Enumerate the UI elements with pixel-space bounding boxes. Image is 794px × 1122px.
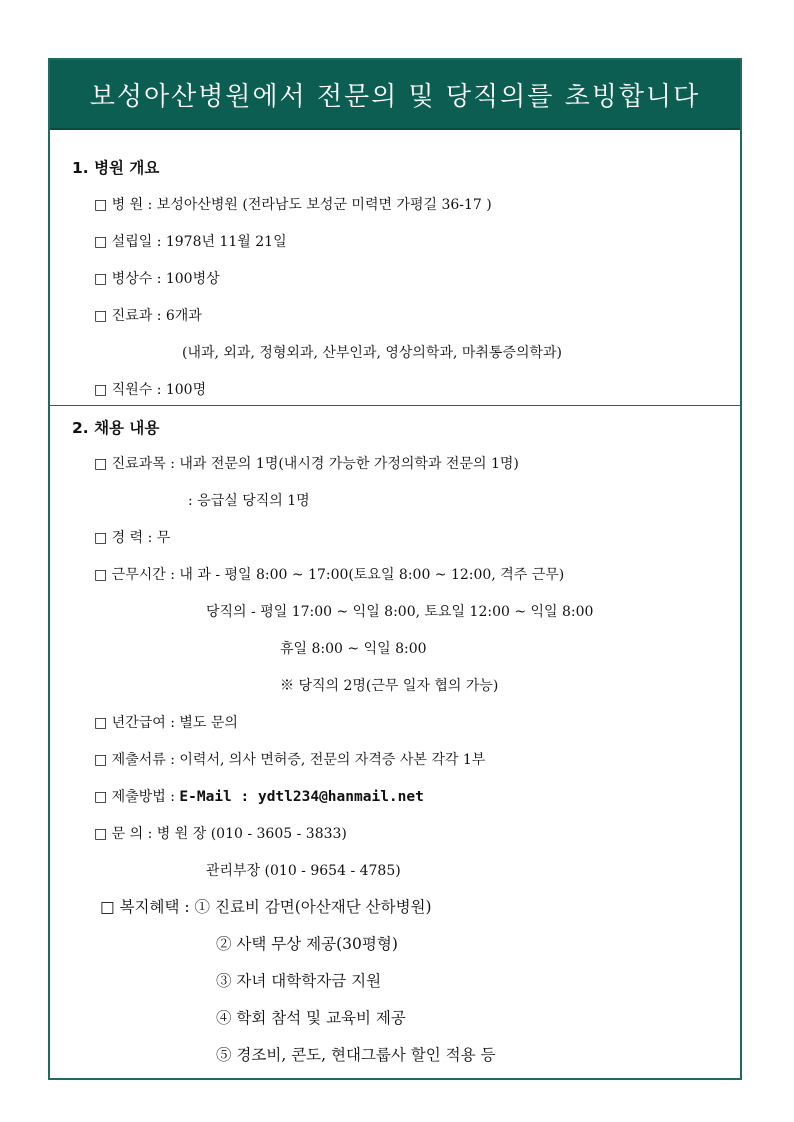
duty-doctor-note: ※ 당직의 2명(근무 일자 협의 가능) bbox=[280, 678, 499, 694]
benefit-4: ④ 학회 참석 및 교육비 제공 bbox=[216, 1009, 406, 1027]
page-title: 보성아산병원에서 전문의 및 당직의를 초빙합니다 bbox=[89, 81, 701, 112]
staff-count: □ 직원수 : 100명 bbox=[94, 382, 207, 398]
work-hours-duty: 당직의 - 평일 17:00 ~ 익일 8:00, 토요일 12:00 ~ 익일 8:00 bbox=[206, 604, 594, 620]
section-divider bbox=[50, 405, 740, 406]
bed-count: □ 병상수 : 100병상 bbox=[94, 271, 220, 287]
contact-director: □ 문 의 : 병 원 장 (010 - 3605 - 3833) bbox=[94, 826, 347, 842]
section-heading-recruitment: 2. 채용 내용 bbox=[72, 419, 160, 437]
hospital-name-address: □ 병 원 : 보성아산병원 (전라남도 보성군 미력면 가평길 36-17 ) bbox=[94, 197, 492, 213]
benefit-5: ⑤ 경조비, 콘도, 현대그룹사 할인 적용 등 bbox=[216, 1046, 496, 1064]
department-list: (내과, 외과, 정형외과, 산부인과, 영상의학과, 마취통증의학과) bbox=[182, 345, 563, 361]
recruit-department-2: : 응급실 당직의 1명 bbox=[188, 493, 310, 509]
benefit-1: □ 복지혜택 : ① 진료비 감면(아산재단 산하병원) bbox=[100, 898, 432, 916]
experience-requirement: □ 경 력 : 무 bbox=[94, 530, 171, 546]
submission-method-label: □ 제출방법 : bbox=[94, 789, 180, 805]
benefit-3: ③ 자녀 대학학자금 지원 bbox=[216, 972, 382, 990]
notice-frame bbox=[48, 58, 742, 1080]
contact-manager: 관리부장 (010 - 9654 - 4785) bbox=[206, 863, 401, 879]
submission-method bbox=[94, 786, 424, 806]
required-documents: □ 제출서류 : 이력서, 의사 면허증, 전문의 자격증 사본 각각 1부 bbox=[94, 752, 486, 768]
work-hours-holiday: 휴일 8:00 ~ 익일 8:00 bbox=[280, 641, 427, 657]
benefit-2: ② 사택 무상 제공(30평형) bbox=[216, 935, 398, 953]
title-banner bbox=[50, 60, 740, 130]
recruit-department-1: □ 진료과목 : 내과 전문의 1명(내시경 가능한 가정의학과 전문의 1명) bbox=[94, 456, 519, 472]
submission-email: E-Mail : ydtl234@hanmail.net bbox=[179, 789, 424, 805]
section-heading-overview: 1. 병원 개요 bbox=[72, 159, 160, 177]
founded-date: □ 설립일 : 1978년 11월 21일 bbox=[94, 234, 287, 250]
work-hours-internal: □ 근무시간 : 내 과 - 평일 8:00 ~ 17:00(토요일 8:00 ~ 12:00, 격주 근무) bbox=[94, 567, 565, 583]
annual-salary: □ 년간급여 : 별도 문의 bbox=[94, 715, 238, 731]
department-count: □ 진료과 : 6개과 bbox=[94, 308, 202, 324]
